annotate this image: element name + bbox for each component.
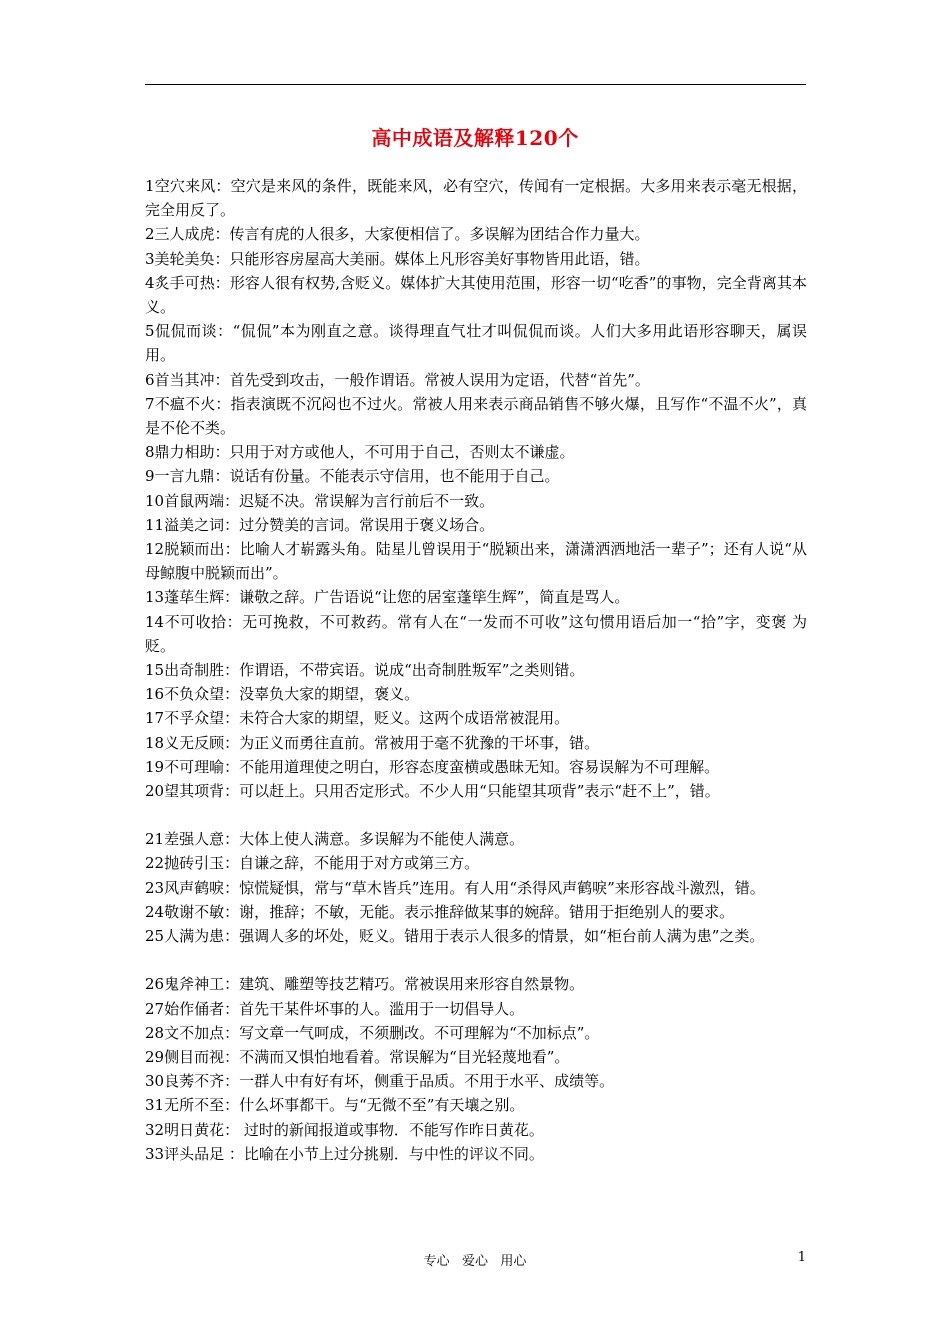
idiom-entry: 21差强人意：大体上使人满意。多误解为不能使人满意。 bbox=[145, 830, 525, 849]
idiom-entry: 14不可收拾：无可挽救，不可救药。常有人在“一发而不可收”这句惯用语后加一“拾”字，变褒 为贬。 bbox=[145, 612, 807, 655]
idiom-entry: 24敬谢不敏：谢，推辞；不敏，无能。表示推辞做某事的婉辞。错用于拒绝别人的要求。 bbox=[145, 902, 735, 921]
idiom-entry: 22抛砖引玉：自谦之辞，不能用于对方或第三方。 bbox=[145, 854, 480, 873]
section-gap bbox=[145, 803, 807, 827]
idiom-entry: 18义无反顾：为正义而勇往直前。常被用于毫不犹豫的干坏事，错。 bbox=[145, 733, 600, 752]
idiom-entry: 15出奇制胜：作谓语，不带宾语。说成“出奇制胜叛军”之类则错。 bbox=[145, 661, 585, 680]
entries-part-1 bbox=[145, 174, 807, 803]
idiom-entry: 33评头品足 ：比喻在小节上过分挑剔．与中性的评议不同。 bbox=[145, 1144, 544, 1163]
idiom-entry: 32明日黄花： 过时的新闻报道或事物．不能写作昨日黄花。 bbox=[145, 1120, 544, 1139]
idiom-entry: 8鼎力相助：只用于对方或他人，不可用于自己，否则太不谦虚。 bbox=[145, 443, 575, 462]
idiom-entry: 31无所不至：什么坏事都干。与“无微不至”有天壤之别。 bbox=[145, 1096, 525, 1115]
idiom-entry: 5侃侃而谈：“侃侃”本为刚直之意。谈得理直气壮才叫侃侃而谈。人们大多用此语形容聊天，属误用。 bbox=[145, 322, 807, 365]
idiom-entry: 19不可理喻：不能用道理使之明白，形容态度蛮横或愚昧无知。容易误解为不可理解。 bbox=[145, 757, 720, 776]
idiom-entry: 6首当其冲：首先受到攻击，一般作谓语。常被人误用为定语，代替“首先”。 bbox=[145, 370, 650, 389]
idiom-entry: 9一言九鼎：说话有份量。不能表示守信用，也不能用于自己。 bbox=[145, 467, 560, 486]
idiom-entry: 23风声鹤唳：惊慌疑惧，常与“草木皆兵”连用。有人用“杀得风声鹤唳”来形容战斗激烈，错。 bbox=[145, 878, 765, 897]
document-body bbox=[145, 174, 807, 1166]
footer-motto: 专心 爱心 用心 bbox=[423, 1254, 527, 1269]
idiom-entry: 28文不加点：写文章一气呵成，不须删改。不可理解为“不加标点”。 bbox=[145, 1023, 600, 1042]
idiom-entry: 11溢美之词：过分赞美的言词。常误用于褒义场合。 bbox=[145, 515, 495, 534]
idiom-entry: 16不负众望：没辜负大家的期望，褒义。 bbox=[145, 685, 420, 704]
section-gap bbox=[145, 948, 807, 972]
idiom-entry: 29侧目而视：不满而又惧怕地看着。常误解为“目光轻蔑地看”。 bbox=[145, 1047, 570, 1066]
idiom-entry: 1空穴来风：空穴是来风的条件，既能来风，必有空穴，传闻有一定根据。大多用来表示毫无根据，完全用反了。 bbox=[145, 177, 807, 220]
idiom-entry: 30良莠不齐：一群人中有好有坏，侧重于品质。不用于水平、成绩等。 bbox=[145, 1072, 615, 1091]
idiom-entry: 20望其项背：可以赶上。只用否定形式。不少人用“只能望其项背”表示“赶不上”，错。 bbox=[145, 782, 720, 801]
idiom-entry: 2三人成虎：传言有虎的人很多，大家便相信了。多误解为团结合作力量大。 bbox=[145, 225, 650, 244]
header-rule bbox=[145, 84, 806, 85]
entries-part-3 bbox=[145, 972, 807, 1166]
idiom-entry: 12脱颖而出：比喻人才崭露头角。陆星儿曾误用于“脱颖出来，潇潇洒洒地活一辈子”；还有人说“从母鲸腹中脱颖而出”。 bbox=[145, 540, 807, 583]
idiom-entry: 4炙手可热：形容人很有权势,含贬义。媒体扩大其使用范围，形容一切“吃香”的事物，完全背离其本义。 bbox=[145, 273, 807, 317]
idiom-entry: 10首鼠两端：迟疑不决。常误解为言行前后不一致。 bbox=[145, 491, 495, 510]
idiom-entry: 13蓬荜生辉：谦敬之辞。广告语说“让您的居室蓬筚生辉”，简直是骂人。 bbox=[145, 588, 630, 607]
idiom-entry: 17不孚众望：未符合大家的期望，贬义。这两个成语常被混用。 bbox=[145, 709, 570, 728]
idiom-entry: 3美轮美奂：只能形容房屋高大美丽。媒体上凡形容美好事物皆用此语，错。 bbox=[145, 249, 650, 268]
idiom-entry: 7不瘟不火：指表演既不沉闷也不过火。常被人用来表示商品销售不够火爆，且写作“不温不火”，真是不伦不类。 bbox=[145, 394, 807, 438]
idiom-entry: 27始作俑者：首先干某件坏事的人。滥用于一切倡导人。 bbox=[145, 999, 525, 1018]
entries-part-2 bbox=[145, 827, 807, 948]
idiom-entry: 25人满为患：强调人多的坏处，贬义。错用于表示人很多的情景，如“柜台前人满为患”之类。 bbox=[145, 927, 765, 946]
document-title: 高中成语及解释120个 bbox=[371, 126, 579, 150]
idiom-entry: 26鬼斧神工：建筑、雕塑等技艺精巧。常被误用来形容自然景物。 bbox=[145, 975, 585, 994]
page-number: 1 bbox=[797, 1250, 806, 1265]
